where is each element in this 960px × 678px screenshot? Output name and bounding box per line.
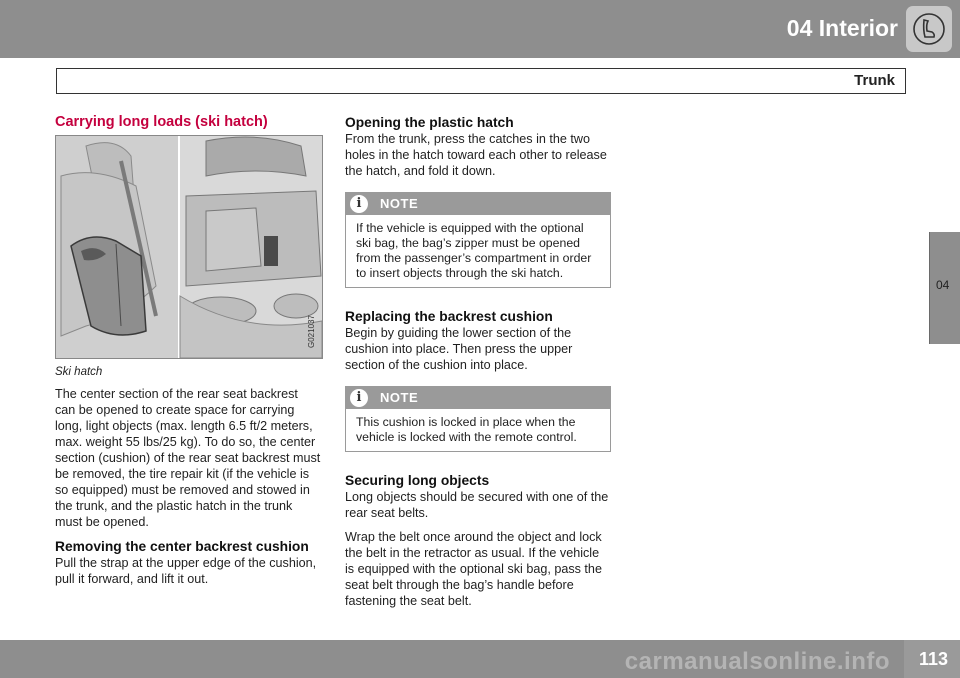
ski-hatch-illustration bbox=[55, 135, 323, 359]
note-label: NOTE bbox=[380, 390, 419, 405]
chapter-tab-label: 04 bbox=[936, 278, 950, 292]
note-header bbox=[346, 193, 610, 215]
replacing-paragraph: Begin by guiding the lower section of the cushion into place. Then press the upper section of the cushion into place. bbox=[345, 326, 573, 372]
removing-paragraph: Pull the strap at the upper edge of the cushion, pull it forward, and lift it out. bbox=[55, 556, 317, 586]
chapter-title: 04 Interior bbox=[786, 15, 898, 41]
left-column bbox=[55, 114, 321, 595]
right-column bbox=[345, 114, 611, 617]
note-text: This cushion is locked in place when the vehicle is locked with the remote control. bbox=[356, 415, 577, 444]
section-bar bbox=[56, 68, 906, 94]
removing-heading: Removing the center backrest cushion bbox=[55, 539, 309, 554]
replacing-heading: Replacing the backrest cushion bbox=[345, 309, 553, 324]
figure-caption: Ski hatch bbox=[55, 366, 103, 378]
info-icon: i bbox=[350, 389, 368, 407]
intro-paragraph: The center section of the rear seat backrest can be opened to create space for carrying long, light objects (max. length 6.5 ft/2 meters, max. weight 55 lbs/25 kg). To do so, the center section (cushion) of the rear seat backrest must be removed, the tire repair kit (if the vehicle is so equipped) must be removed and stowed in the trunk, and the plastic hatch in the trunk must be opened. bbox=[55, 387, 321, 529]
watermark: carmanualsonline.info bbox=[624, 648, 890, 675]
note-box bbox=[345, 386, 611, 452]
page-number: 113 bbox=[918, 649, 948, 669]
securing-paragraph-2: Wrap the belt once around the object and lock the belt in the retractor as usual. If the vehicle is equipped with the optional ski bag, pass the seat belt through the bag’s handle before fastening the seat belt. bbox=[345, 530, 602, 608]
page-number-box bbox=[904, 640, 960, 678]
header-bar bbox=[0, 0, 960, 58]
section-heading: Carrying long loads (ski hatch) bbox=[55, 114, 268, 130]
section-title: Trunk bbox=[854, 72, 895, 89]
securing-heading: Securing long objects bbox=[345, 473, 490, 488]
note-header bbox=[346, 387, 610, 409]
note-text: If the vehicle is equipped with the optional ski bag, the bag’s zipper must be opened from the passenger’s compartment in order to insert objects through the ski hatch. bbox=[356, 221, 592, 280]
opening-paragraph: From the trunk, press the catches in the two holes in the hatch toward each other to release the hatch, and fold it down. bbox=[345, 132, 607, 178]
figure-code: G021037 bbox=[307, 315, 316, 348]
ski-hatch-drawing bbox=[56, 136, 322, 358]
footer-bar bbox=[0, 640, 960, 678]
info-icon: i bbox=[350, 195, 368, 213]
securing-paragraph-1: Long objects should be secured with one of the rear seat belts. bbox=[345, 490, 609, 520]
chapter-tab bbox=[929, 232, 960, 344]
seat-icon bbox=[906, 6, 952, 52]
note-label: NOTE bbox=[380, 196, 419, 211]
opening-heading: Opening the plastic hatch bbox=[345, 115, 514, 130]
note-box bbox=[345, 192, 611, 288]
